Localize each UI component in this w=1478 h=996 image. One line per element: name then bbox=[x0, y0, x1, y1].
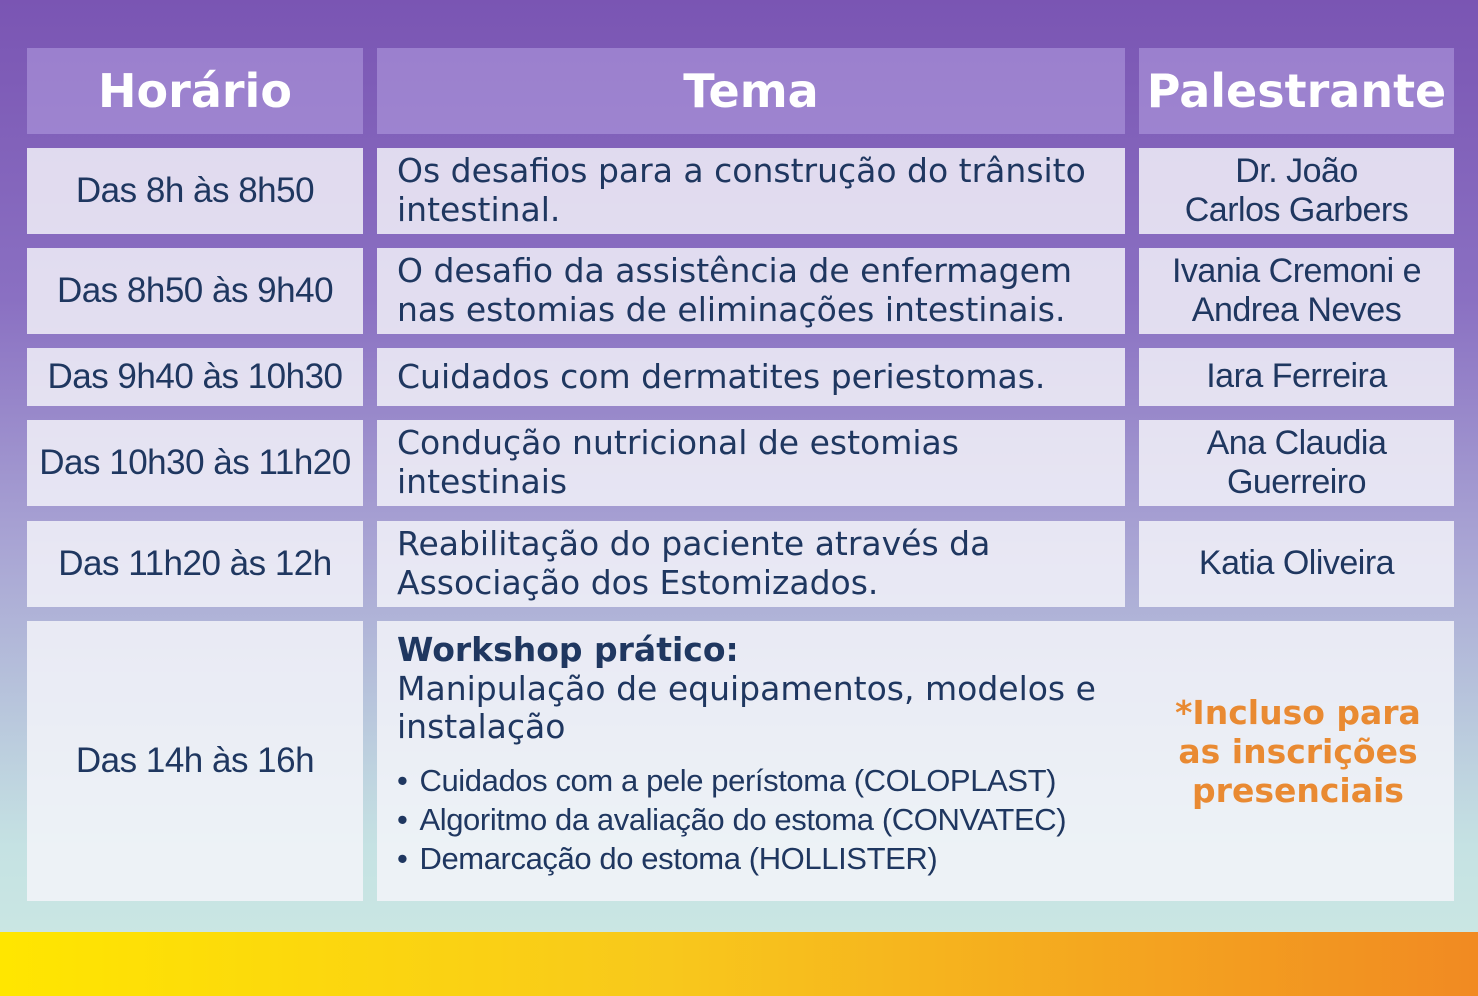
row-5-topic-line-1: Reabilitação do paciente através da bbox=[397, 524, 991, 564]
row-4-speaker-line-2: Guerreiro bbox=[1226, 463, 1367, 501]
footer-gradient-bar bbox=[0, 932, 1478, 996]
row-4-speaker bbox=[1139, 420, 1454, 506]
workshop-time bbox=[27, 621, 363, 901]
row-4-time-text: Das 10h30 às 11h20 bbox=[39, 443, 351, 482]
row-1-speaker bbox=[1139, 148, 1454, 234]
row-4-speaker-line-1: Ana Claudia bbox=[1206, 423, 1387, 462]
row-1-speaker-line-2: Carlos Garbers bbox=[1184, 191, 1409, 229]
row-2-topic-line-2: nas estomias de eliminações intestinais. bbox=[397, 290, 1066, 329]
header-time bbox=[27, 48, 363, 134]
row-5-time bbox=[27, 521, 363, 607]
workshop-items bbox=[397, 761, 1066, 878]
workshop-note-line-1: *Incluso para bbox=[1175, 693, 1421, 732]
row-5-time-text: Das 11h20 às 12h bbox=[58, 544, 332, 583]
row-3-time-text: Das 9h40 às 10h30 bbox=[47, 357, 343, 396]
header-speaker bbox=[1139, 48, 1454, 134]
workshop-note-line-2: as inscrições bbox=[1178, 731, 1418, 771]
row-2-speaker-line-2: Andrea Neves bbox=[1191, 291, 1402, 329]
row-3-speaker-line-1: Iara Ferreira bbox=[1206, 357, 1387, 396]
workshop-item-1: • Cuidados com a pele perístoma (COLOPLAST) bbox=[397, 761, 1066, 800]
row-5-speaker-line-1: Katia Oliveira bbox=[1198, 544, 1395, 583]
row-1-topic bbox=[377, 148, 1125, 234]
header-speaker-label: Palestrante bbox=[1146, 64, 1447, 118]
workshop-subtitle-line-2: instalação bbox=[397, 707, 566, 747]
row-5-speaker bbox=[1139, 521, 1454, 607]
row-2-topic bbox=[377, 248, 1125, 334]
workshop-item-2: • Algoritmo da avaliação do estoma (CONVATEC) bbox=[397, 800, 1066, 839]
row-4-topic bbox=[377, 420, 1125, 506]
row-1-topic-line-1: Os desafios para a construção do trânsito bbox=[397, 151, 1086, 191]
row-4-topic-line-2: intestinais bbox=[397, 462, 568, 501]
row-5-topic bbox=[377, 521, 1125, 607]
row-4-time bbox=[27, 420, 363, 506]
row-3-speaker bbox=[1139, 348, 1454, 406]
row-3-topic-line-1: Cuidados com dermatites periestomas. bbox=[397, 356, 1046, 396]
row-2-topic-line-1: O desafio da assistência de enfermagem bbox=[397, 251, 1073, 291]
workshop-item-3: • Demarcação do estoma (HOLLISTER) bbox=[397, 839, 1066, 878]
header-time-label: Horário bbox=[98, 64, 292, 118]
row-1-speaker-line-1: Dr. João bbox=[1235, 151, 1358, 190]
row-2-speaker bbox=[1139, 248, 1454, 334]
header-topic-label: Tema bbox=[683, 64, 819, 118]
row-2-time-text: Das 8h50 às 9h40 bbox=[56, 271, 334, 310]
row-4-topic-line-1: Condução nutricional de estomias bbox=[397, 423, 959, 463]
workshop-subtitle-line-1: Manipulação de equipamentos, modelos e bbox=[397, 668, 1096, 708]
header-topic bbox=[377, 48, 1125, 134]
row-2-speaker-line-1: Ivania Cremoni e bbox=[1171, 251, 1421, 290]
row-5-topic-line-2: Associação dos Estomizados. bbox=[397, 563, 879, 602]
row-3-topic bbox=[377, 348, 1125, 406]
row-1-time-text: Das 8h às 8h50 bbox=[75, 171, 315, 210]
row-1-topic-line-2: intestinal. bbox=[397, 190, 561, 229]
row-1-time bbox=[27, 148, 363, 234]
row-2-time bbox=[27, 248, 363, 334]
workshop-note bbox=[1140, 694, 1456, 811]
workshop-title: Workshop prático: bbox=[397, 630, 739, 669]
workshop-time-text: Das 14h às 16h bbox=[75, 741, 315, 780]
row-3-time bbox=[27, 348, 363, 406]
workshop-note-line-3: presenciais bbox=[1192, 770, 1404, 810]
